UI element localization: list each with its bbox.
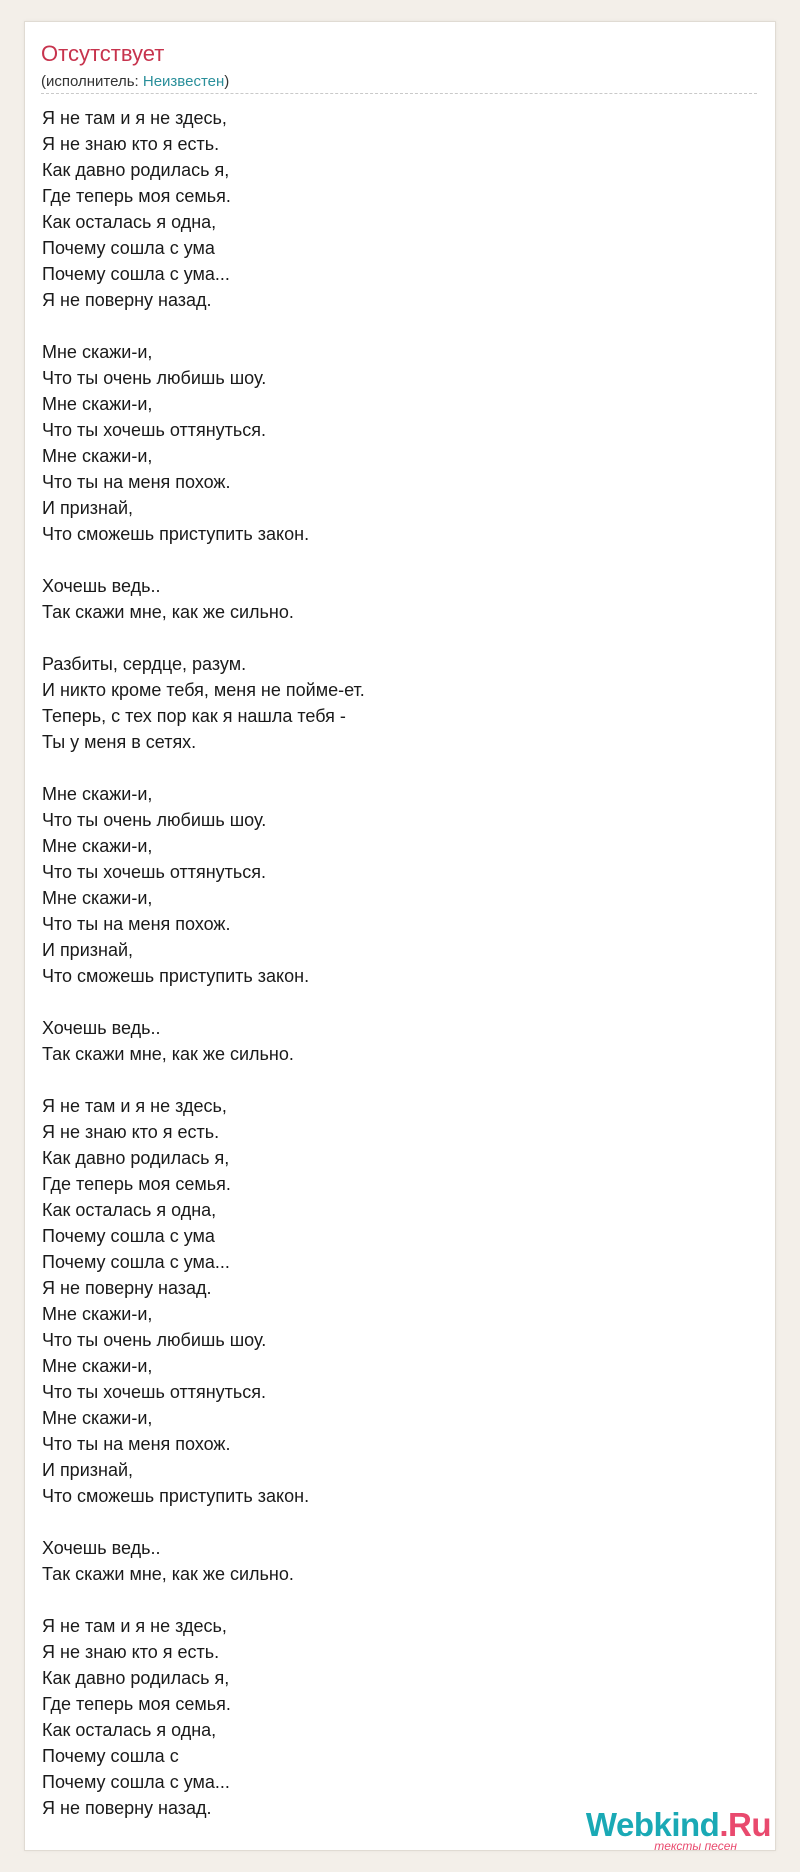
artist-prefix: (исполнитель: bbox=[41, 73, 143, 90]
lyric-line: И никто кроме тебя, меня не пойме-ет. bbox=[42, 680, 365, 700]
logo-name: Webkind bbox=[585, 1806, 720, 1843]
site-logo[interactable] bbox=[551, 1808, 771, 1854]
lyric-line: Мне скажи-и, bbox=[42, 836, 153, 856]
stanza-break bbox=[42, 1509, 742, 1535]
stanza-break bbox=[42, 547, 742, 573]
lyric-line: Мне скажи-и, bbox=[42, 1304, 153, 1324]
stanza-break bbox=[42, 1067, 742, 1093]
lyric-line: Я не поверну назад. bbox=[42, 1278, 212, 1298]
lyric-line: И признай, bbox=[42, 940, 134, 960]
lyric-line: Где теперь моя семья. bbox=[42, 186, 231, 206]
lyric-line: Как давно родилась я, bbox=[42, 160, 230, 180]
lyric-line: Ты у меня в сетях. bbox=[42, 732, 197, 752]
stanza-break bbox=[42, 989, 742, 1015]
lyric-line: Мне скажи-и, bbox=[42, 1408, 153, 1428]
lyric-line: Мне скажи-и, bbox=[42, 784, 153, 804]
lyric-line: Мне скажи-и, bbox=[42, 446, 153, 466]
lyric-line: Как давно родилась я, bbox=[42, 1668, 230, 1688]
lyric-line: Я не знаю кто я есть. bbox=[42, 1122, 220, 1142]
lyric-line: И признай, bbox=[42, 1460, 134, 1480]
lyric-line: Что ты на меня похож. bbox=[42, 1434, 231, 1454]
lyric-line: Так скажи мне, как же сильно. bbox=[42, 1564, 294, 1584]
stanza-break bbox=[42, 313, 742, 339]
lyric-line: Что сможешь приступить закон. bbox=[42, 1486, 310, 1506]
lyric-line: Почему сошла с ума... bbox=[42, 1772, 230, 1792]
lyric-line: Что ты хочешь оттянуться. bbox=[42, 1382, 267, 1402]
lyric-line: Почему сошла с bbox=[42, 1746, 179, 1766]
lyric-line: Хочешь ведь.. bbox=[42, 1018, 161, 1038]
logo-tld: .Ru bbox=[719, 1806, 771, 1843]
lyric-line: Я не знаю кто я есть. bbox=[42, 134, 220, 154]
lyric-line: Я не там и я не здесь, bbox=[42, 1616, 227, 1636]
lyric-line: Что ты на меня похож. bbox=[42, 472, 231, 492]
lyric-line: Почему сошла с ума... bbox=[42, 1252, 230, 1272]
stanza-break bbox=[42, 625, 742, 651]
lyric-line: Что ты хочешь оттянуться. bbox=[42, 420, 267, 440]
lyric-line: Я не там и я не здесь, bbox=[42, 1096, 227, 1116]
lyric-line: Почему сошла с ума... bbox=[42, 264, 230, 284]
lyric-line: Что ты очень любишь шоу. bbox=[42, 1330, 267, 1350]
lyric-line: Как осталась я одна, bbox=[42, 212, 217, 232]
lyric-line: Как осталась я одна, bbox=[42, 1720, 217, 1740]
lyric-line: Мне скажи-и, bbox=[42, 394, 153, 414]
lyric-line: Где теперь моя семья. bbox=[42, 1694, 231, 1714]
song-title: Отсутствует bbox=[41, 41, 165, 66]
lyric-line: Мне скажи-и, bbox=[42, 1356, 153, 1376]
artist-line bbox=[41, 73, 229, 91]
lyrics-text bbox=[42, 105, 742, 1821]
stanza-break bbox=[42, 755, 742, 781]
title-divider bbox=[41, 93, 757, 94]
artist-suffix: ) bbox=[224, 73, 230, 90]
artist-link[interactable]: Неизвестен bbox=[142, 73, 225, 90]
lyric-line: Где теперь моя семья. bbox=[42, 1174, 231, 1194]
lyric-line: Что сможешь приступить закон. bbox=[42, 524, 310, 544]
lyric-line: Так скажи мне, как же сильно. bbox=[42, 1044, 294, 1064]
lyric-line: Мне скажи-и, bbox=[42, 888, 153, 908]
lyric-line: Я не там и я не здесь, bbox=[42, 108, 227, 128]
lyric-line: Я не поверну назад. bbox=[42, 290, 212, 310]
lyric-line: Почему сошла с ума bbox=[42, 238, 215, 258]
lyric-line: Почему сошла с ума bbox=[42, 1226, 215, 1246]
lyric-line: Что ты очень любишь шоу. bbox=[42, 368, 267, 388]
lyric-line: Разбиты, сердце, разум. bbox=[42, 654, 247, 674]
logo-tagline: тексты песен bbox=[654, 1839, 737, 1853]
lyric-line: Как давно родилась я, bbox=[42, 1148, 230, 1168]
lyric-line: Так скажи мне, как же сильно. bbox=[42, 602, 294, 622]
lyric-line: Что сможешь приступить закон. bbox=[42, 966, 310, 986]
lyric-line: Что ты очень любишь шоу. bbox=[42, 810, 267, 830]
lyric-line: Мне скажи-и, bbox=[42, 342, 153, 362]
lyric-line: Как осталась я одна, bbox=[42, 1200, 217, 1220]
lyric-line: Что ты на меня похож. bbox=[42, 914, 231, 934]
lyric-line: Теперь, с тех пор как я нашла тебя - bbox=[42, 706, 346, 726]
lyric-line: Я не поверну назад. bbox=[42, 1798, 212, 1818]
lyric-line: Хочешь ведь.. bbox=[42, 576, 161, 596]
lyric-line: Я не знаю кто я есть. bbox=[42, 1642, 220, 1662]
stanza-break bbox=[42, 1587, 742, 1613]
lyric-line: Хочешь ведь.. bbox=[42, 1538, 161, 1558]
lyric-line: Что ты хочешь оттянуться. bbox=[42, 862, 267, 882]
lyric-line: И признай, bbox=[42, 498, 134, 518]
